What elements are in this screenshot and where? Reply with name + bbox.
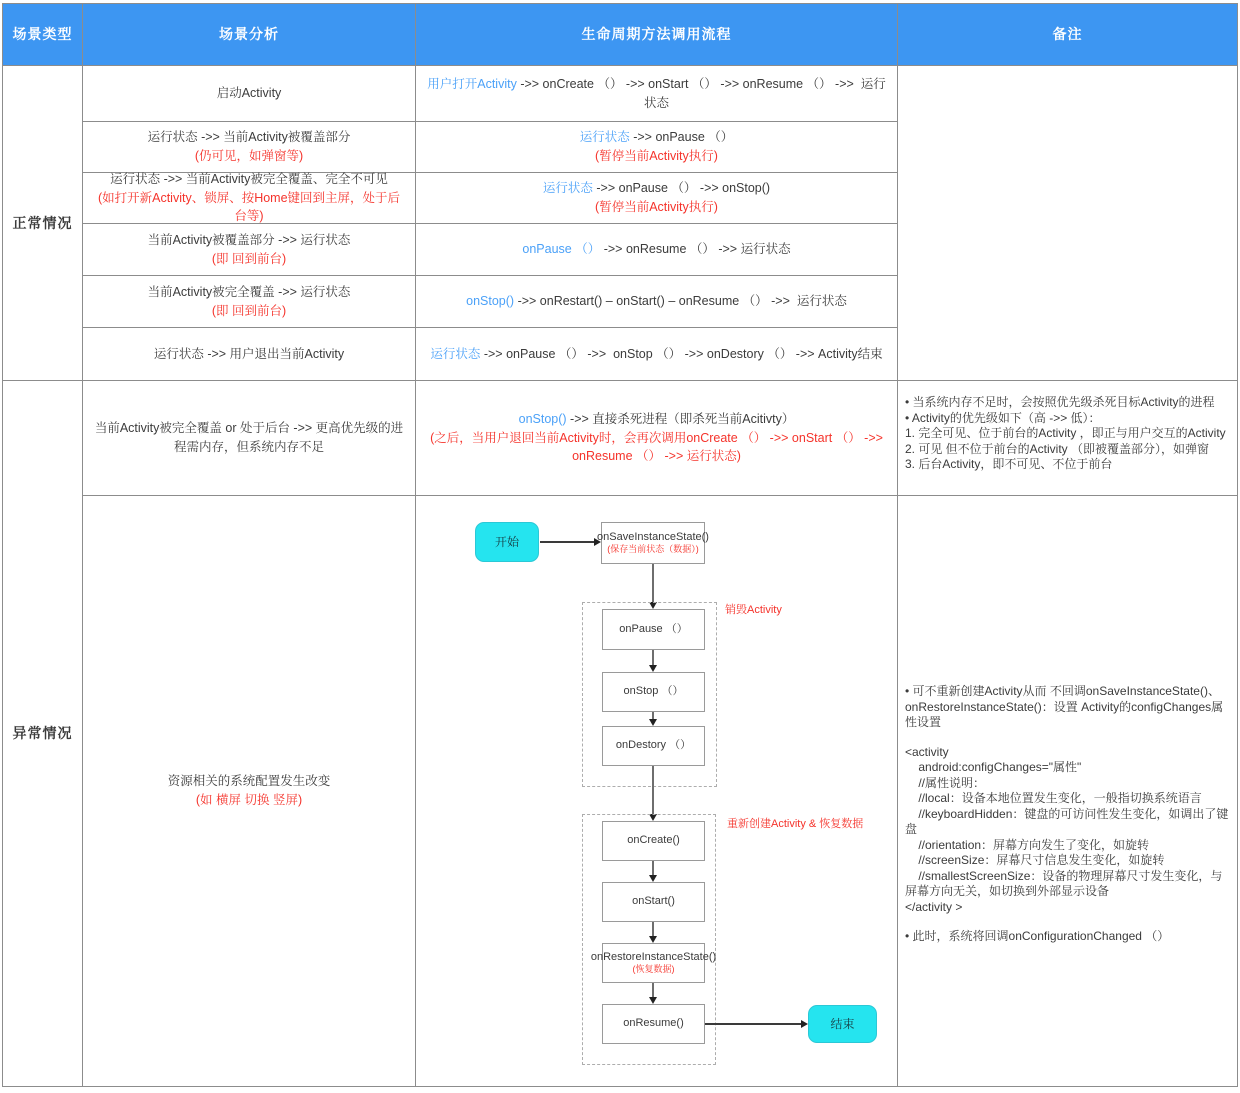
analysis-cell-config-change <box>83 496 416 1086</box>
flow-state-text: 运行状态 <box>542 181 593 196</box>
analysis-cell-partially-covered <box>83 122 416 173</box>
arrow-head-icon <box>649 936 657 943</box>
analysis-note: (如打开新Activity、锁屏、按Home键回到主屏，处于后台等) <box>97 190 401 224</box>
flow-method-text: ->> onPause （） ->> onStop() <box>592 181 771 196</box>
arrow-head-icon <box>801 1020 808 1028</box>
flow-cell-memory-shortage <box>416 381 898 496</box>
flow-state-text: 运行状态 <box>579 130 630 145</box>
remark-cell-memory-shortage <box>898 381 1237 496</box>
flow-cell-fully-covered <box>416 173 898 224</box>
flowchart-cell <box>416 496 898 1086</box>
analysis-text: 运行状态 ->> 当前Activity被覆盖部分 <box>147 130 351 145</box>
arrow-head-icon <box>649 665 657 672</box>
flow-state-text: 运行状态 <box>430 346 481 361</box>
header-cell-scenario-analysis: 场景分析 <box>83 4 416 66</box>
analysis-note: (即 回到前台) <box>211 303 287 318</box>
flowchart-node-onstart: onStart() <box>602 882 705 922</box>
flow-method-text: ->> onPause （） <box>629 130 734 145</box>
flowchart-end-node: 结束 <box>808 1005 877 1043</box>
remark-code-line: //local：设备本地位置发生变化，一般指切换系统语言 <box>905 791 1202 805</box>
remark-code-line: //属性说明： <box>905 775 986 790</box>
analysis-cell-back-to-front-partial <box>83 224 416 276</box>
analysis-text: 当前Activity被完全覆盖 or 处于后台 ->> 更高优先级的进程需内存，但系统内存不足 <box>94 421 404 454</box>
analysis-text: 当前Activity被完全覆盖 ->> 运行状态 <box>147 284 351 299</box>
analysis-cell-user-exit <box>83 328 416 381</box>
flowchart-node-onstop: onStop （） <box>602 672 705 712</box>
remark-code-line: </activity > <box>905 899 963 914</box>
flow-state-text: 用户打开Activity <box>427 76 517 91</box>
analysis-note: (如 横屏 切换 竖屏) <box>195 793 303 807</box>
flow-state-text: onStop() <box>518 411 567 426</box>
flowchart-node-onresume: onResume() <box>602 1004 705 1044</box>
header-cell-lifecycle-flow: 生命周期方法调用流程 <box>416 4 898 66</box>
flow-cell-launch <box>416 66 898 122</box>
analysis-text: 运行状态 ->> 当前Activity被完全覆盖、完全不可见 <box>110 171 388 186</box>
flowchart-node-onsaveinstancestate <box>597 522 709 564</box>
remark-cell-config-change <box>898 496 1237 1086</box>
flow-cell-partially-covered <box>416 122 898 173</box>
flow-state-text: onPause （） <box>522 242 601 257</box>
remark-code-line: //screenSize：屏幕尺寸信息发生变化，如旋转 <box>905 853 1165 867</box>
recreate-group-label: 重新创建Activity & 恢复数据 <box>727 818 864 830</box>
node-note: (保存当前状态（数据）) <box>607 544 699 555</box>
flowchart-node-onpause: onPause （） <box>602 609 705 650</box>
row-label-normal: 正常情况 <box>3 66 83 381</box>
analysis-cell-launch <box>83 66 416 122</box>
arrow-head-icon <box>649 719 657 726</box>
flow-note: (暂停当前Activity执行) <box>595 149 718 163</box>
flow-cell-back-to-front-partial <box>416 224 898 276</box>
flowchart-start-node: 开始 <box>475 522 539 562</box>
flow-cell-back-to-front-full <box>416 276 898 328</box>
arrow-head-icon <box>649 875 657 882</box>
analysis-cell-fully-covered <box>83 173 416 224</box>
node-note: (恢复数据) <box>632 964 675 975</box>
flow-method-text: ->> onResume （） ->> 运行状态 <box>600 242 791 257</box>
flow-method-text: ->> onRestart() – onStart() – onResume （） ->> 运行状态 <box>514 294 847 309</box>
flow-method-text: ->> 直接杀死进程（即杀死当前Acitivty） <box>566 411 795 426</box>
analysis-text: 当前Activity被覆盖部分 ->> 运行状态 <box>147 232 351 247</box>
flow-method-text: ->> onPause （） ->> onStop （） ->> onDestory （） ->> Activity结束 <box>480 346 883 361</box>
analysis-text: 运行状态 ->> 用户退出当前Activity <box>153 346 345 361</box>
flow-method-text: ->> onCreate （） ->> onStart （） ->> onResume （） ->> 运行状态 <box>516 76 886 110</box>
remark-code-line: //orientation：屏幕方向发生了变化，如旋转 <box>905 837 1150 852</box>
node-label: onRestoreInstanceState() <box>590 950 717 963</box>
arrow-line <box>540 541 596 543</box>
flowchart-node-oncreate: onCreate() <box>602 821 705 861</box>
row-label-abnormal: 异常情况 <box>3 381 83 1086</box>
node-label: onSaveInstanceState() <box>597 530 709 543</box>
flowchart-node-onrestoreinstancestate <box>590 943 717 983</box>
header-cell-scenario-type: 场景类型 <box>3 4 83 66</box>
arrow-line <box>652 564 654 604</box>
remark-code-line: <activity <box>905 744 949 759</box>
destroy-group-label: 销毁Activity <box>725 604 782 616</box>
remark-line: • Activity的优先级如下（高 ->> 低）： <box>905 410 1101 425</box>
arrow-line <box>652 766 654 814</box>
arrow-head-icon <box>649 997 657 1004</box>
arrow-line <box>705 1023 803 1025</box>
header-cell-remark: 备注 <box>898 4 1237 66</box>
analysis-cell-back-to-front-full <box>83 276 416 328</box>
remark-paragraph: • 此时，系统将回调onConfigurationChanged （） <box>905 929 1170 943</box>
flowchart-node-ondestory: onDestory （） <box>602 726 705 766</box>
arrow-line <box>652 650 654 666</box>
remark-code-line: android:configChanges="属性" <box>905 760 1082 774</box>
table-grid <box>2 3 1238 1087</box>
flow-cell-user-exit <box>416 328 898 381</box>
remark-cell-normal-empty <box>898 66 1237 381</box>
flow-note: (暂停当前Activity执行) <box>595 200 718 214</box>
analysis-note: (仍可见，如弹窗等) <box>194 149 304 163</box>
remark-line: • 当系统内存不足时，会按照优先级杀死目标Activity的进程 <box>905 395 1215 409</box>
analysis-text: 启动Activity <box>216 86 282 101</box>
remark-line: 1. 完全可见、位于前台的Activity ，即正与用户交互的Activity <box>905 426 1226 440</box>
remark-line: 3. 后台Activity，即不可见、不位于前台 <box>905 457 1113 471</box>
flow-state-text: onStop() <box>466 294 515 309</box>
remark-line: 2. 可见 但不位于前台的Activity （即被覆盖部分），如弹窗 <box>905 441 1210 456</box>
flow-note: (之后，当用户退回当前Activity时，会再次调用onCreate （） ->> onStart （） ->> onResume （） ->> 运行状态) <box>430 430 883 464</box>
remark-code-line: //keyboardHidden：键盘的可访问性发生变化，如调出了键盘 <box>905 806 1229 836</box>
remark-paragraph: • 可不重新创建Activity从而 不回调onSaveInstanceState()、onRestoreInstanceState()：设置 Activity的configChanges属性设置 <box>905 684 1224 729</box>
analysis-text: 资源相关的系统配置发生改变 <box>167 774 331 789</box>
remark-code-line: //smallestScreenSize：设备的物理屏幕尺寸发生变化，与屏幕方向无关，如切换到外部显示设备 <box>905 868 1223 898</box>
analysis-cell-memory-shortage <box>83 381 416 496</box>
analysis-note: (即 回到前台) <box>211 251 287 266</box>
